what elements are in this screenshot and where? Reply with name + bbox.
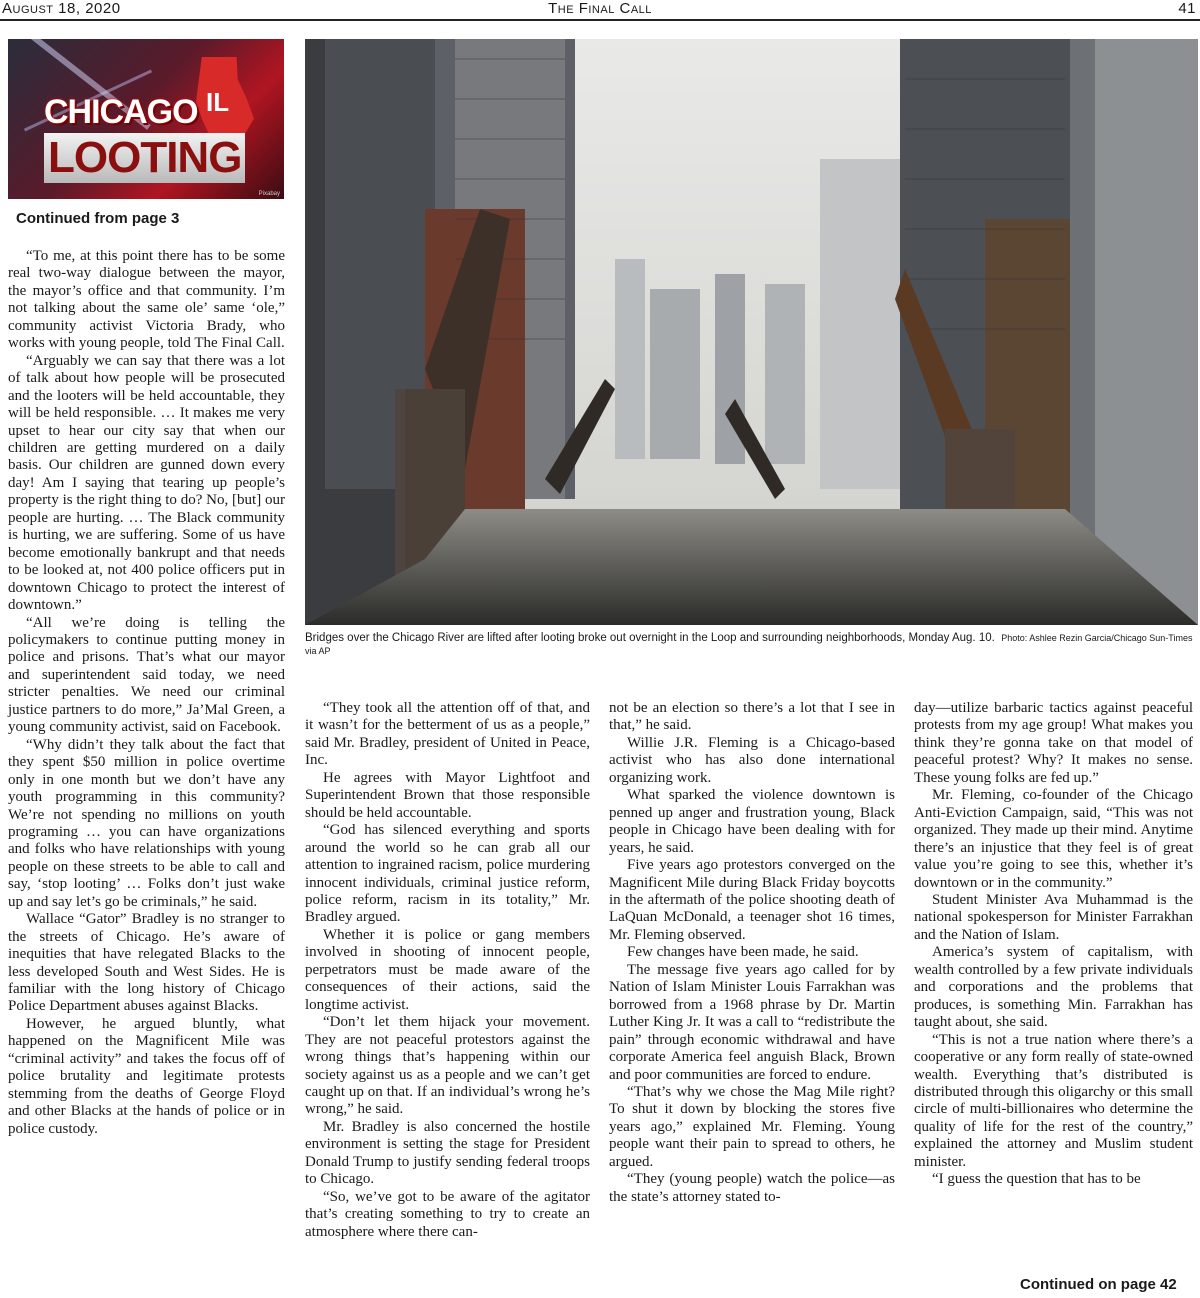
paragraph: Mr. Fleming, co-founder of the Chicago Anti-Eviction Campaign, said, “This was not organized. They made up their mind. Anytime there’s an injustice that they feel is of great value you’re going to see this, whether it’s downtown or in the community.” [914, 787, 1193, 891]
paragraph: “To me, at this point there has to be some real two-way dialogue between the mayor, the mayor’s office and that community. I’m not talking about the same ole’ same ‘ole,” community activist Victoria Brady, who works with young people, told The Final Call. [8, 248, 285, 352]
state-abbreviation: IL [206, 87, 230, 117]
caption-text: Bridges over the Chicago River are lifted after looting broke out overnight in the Loop and surrounding neighborhoods, Monday Aug. 10. [305, 632, 995, 644]
graphic-title-line2: LOOTING [44, 133, 245, 183]
issue-date: August 18, 2020 [2, 0, 121, 17]
article-column-4 [914, 700, 1193, 1189]
paragraph: “That’s why we chose the Mag Mile right? To shut it down by blocking the stores five years ago,” explained Mr. Fleming. Young people want their pain to spread to others, he argued. [609, 1083, 895, 1170]
paragraph: “So, we’ve got to be aware of the agitator that’s creating something to try to create an atmosphere where there can- [305, 1188, 590, 1240]
paragraph: “Why didn’t they talk about the fact that they spent $50 million in police overtime only in one month but we don’t have any youth programming in this community? We’re not spending no millions on youth programing … you can have organizations and folks who have relationships with young people on these streets to be able to call and say, ‘stop looting’ … Folks don’t just wake up and say let’s go be criminals,” he said. [8, 736, 285, 910]
photo-illustration [305, 39, 1198, 625]
graphic-title-line1: CHICAGO [44, 93, 198, 131]
paragraph: not be an election so there’s a lot that I see in that,” he said. [609, 700, 895, 734]
paragraph: “I guess the question that has to be [932, 1171, 1141, 1188]
paragraph: Five years ago protestors converged on the Magnificent Mile during Black Friday boycotts in the aftermath of the police shooting death of LaQuan McDonald, a teenager shot 16 times, Mr. Fleming observed. [609, 857, 895, 943]
photo-caption [305, 632, 1198, 658]
paragraph: “They (young people) watch the police—as the state’s attorney stated to- [609, 1171, 895, 1205]
continued-from: Continued from page 3 [16, 210, 180, 227]
article-column-2 [305, 700, 590, 1241]
article-column-3 [609, 700, 895, 1206]
continued-on: Continued on page 42 [1020, 1276, 1177, 1293]
article-column-1 [8, 248, 285, 1138]
photo-credit: Photo: Ashlee Rezin Garcia/Chicago Sun-Times via AP [305, 633, 1193, 656]
graphic-credit: Pixabay [258, 191, 280, 197]
paragraph: “They took all the attention off of that, and it wasn’t for the betterment of us as a people,” said Mr. Bradley, president of United in Peace, Inc. [305, 700, 590, 769]
paragraph: “This is not a true nation where there’s a cooperative or any form really of state-owned wealth. Everything that’s distributed is distributed through this oligarchy or this small circle of multi-billionaires who determine the quality of life for the rest of the country,” explained the attorney and Muslim student minister. [914, 1031, 1193, 1170]
chicago-looting-graphic [8, 39, 284, 199]
paragraph: He agrees with Mayor Lightfoot and Superintendent Brown that those responsible should be held accountable. [305, 769, 590, 821]
paragraph: day—utilize barbaric tactics against peaceful protests from my age group! What makes you think they’re gonna take on that model of peaceful protest? Why? It makes no sense. These young folks are fed up.” [914, 700, 1193, 786]
chicago-river-bridges-photo [305, 39, 1198, 625]
page-number: 41 [1178, 0, 1196, 17]
paragraph: America’s system of capitalism, with wealth controlled by a few private individuals and corporations and the problems that produces, is something Min. Farrakhan has taught about, she said. [914, 944, 1193, 1031]
paragraph: The message five years ago called for by Nation of Islam Minister Louis Farrakhan was borrowed from a 1968 phrase by Dr. Martin Luther King Jr. It was a call to “redistribute the pain” through economic withdrawal and have corporate America feel anguish Black, Brown and poor communities are forced to endure. [609, 961, 895, 1083]
paragraph: What sparked the violence downtown is penned up anger and frustration young, Black people in Chicago have been dealing with for years, he said. [609, 787, 895, 856]
paragraph: Whether it is police or gang members involved in shooting of innocent people, perpetrators must be made aware of the consequences of their actions, said the longtime activist. [305, 926, 590, 1013]
paragraph: Mr. Bradley is also concerned the hostile environment is setting the stage for President Donald Trump to justify sending federal troops to Chicago. [305, 1118, 590, 1188]
publication-name: The Final Call [548, 0, 652, 17]
paragraph: “Arguably we can say that there was a lot of talk about how people will be prosecuted and the looters will be held accountable, they will be held responsible. … It makes me very upset to hear our city say that when our children are getting murdered on a daily basis. Our children are gunned down every day! Am I saying that tearing up people’s property is the right thing to do? No, [but] our people are hurting. … The Black community is hurting, we are suffering. Some of us have become emotionally bankrupt and that needs to be looked at, not 400 police officers put in downtown Chicago to protect the interest of downtown.” [8, 352, 285, 614]
paragraph: “All we’re doing is telling the policymakers to continue putting money in police and prisons. That’s what our mayor and superintendent said today, we need stricter penalties. We need our criminal justice partners to do more,” Ja’Mal Green, a young community activist, said on Facebook. [8, 614, 285, 736]
paragraph: “Don’t let them hijack your movement. They are not peaceful protestors against the wrong things that’s happening within our society against us as a people and we can’t get caught up on that. If an individual’s wrong he’s wrong,” he said. [305, 1014, 590, 1118]
paragraph: Wallace “Gator” Bradley is no stranger to the streets of Chicago. He’s aware of inequities that have relegated Blacks to the less developed South and West Sides. He is familiar with the long history of Chicago Police Department abuses against Blacks. [8, 911, 285, 1015]
paragraph: Willie J.R. Fleming is a Chicago-based activist who has also done international organizing work. [609, 734, 895, 786]
paragraph: Student Minister Ava Muhammad is the national spokesperson for Minister Farrakhan and the Nation of Islam. [914, 891, 1193, 943]
paragraph: Few changes have been made, he said. [627, 944, 859, 961]
paragraph: However, he argued bluntly, what happened on the Magnificent Mile was “criminal activity” and takes the focus off of police brutality and legitimate protests stemming from the deaths of George Floyd and other Blacks at the hands of police or in police custody. [8, 1015, 285, 1137]
paragraph: “God has silenced everything and sports around the world so he can grab all our attention to ingrained racism, police murdering innocent individuals, criminal justice reform, police reform, racism in its totality,” Mr. Bradley argued. [305, 822, 590, 926]
page-header [0, 0, 1200, 21]
